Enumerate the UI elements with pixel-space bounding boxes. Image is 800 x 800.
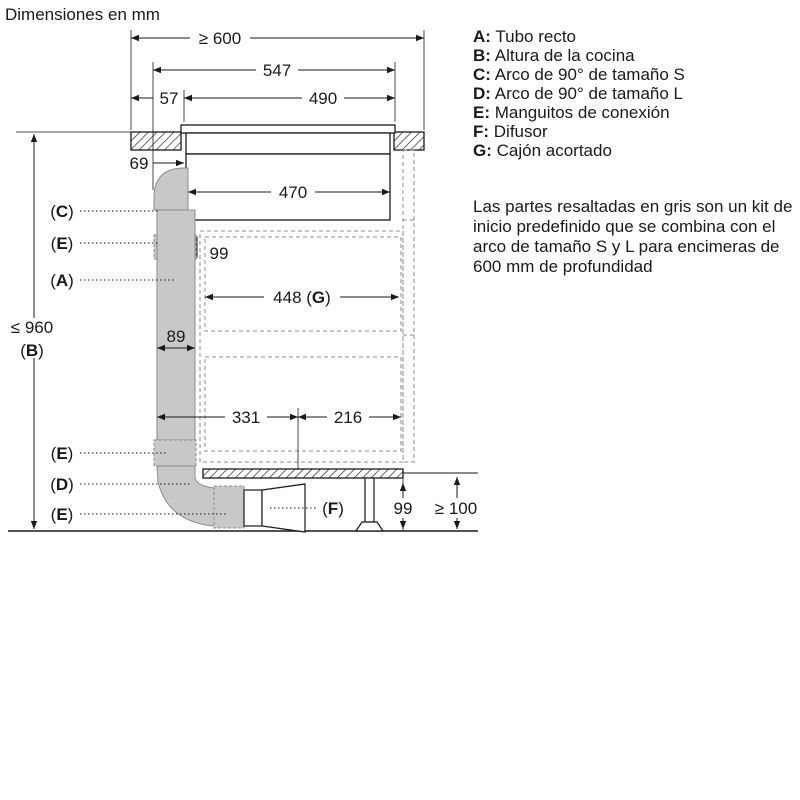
callout-f: (F) [322,499,344,518]
dim-99-sleeve: 99 [209,244,229,263]
dim-99-plinth: 99 [393,499,413,518]
callout-e-lower: (E) [50,505,74,524]
dim-448: 448 (G) [273,288,331,307]
diagram-title: Dimensiones en mm [5,5,160,24]
dim-69: 69 [129,154,149,173]
connector-sleeve-lower [214,486,244,528]
legend-item-g: G: Cajón acortado [473,141,612,160]
callout-a: (A) [50,271,74,290]
plinth [203,469,403,478]
callout-e-middle: (E) [50,444,74,463]
legend-item-f: F: Difusor [473,122,548,141]
legend-item-c: C: Arco de 90° de tamaño S [473,65,685,84]
cabinet-foot [356,478,383,531]
dim-216: 216 [333,408,363,427]
dim-490: 490 [308,89,338,108]
worktop-left [131,132,181,150]
callout-b: (B) [20,341,44,360]
legend-item-b: B: Altura de la cocina [473,46,635,65]
bend-90-small [154,168,188,210]
dim-470: 470 [278,183,308,202]
cooktop-glass [181,125,395,133]
legend-item-d: D: Arco de 90° de tamaño L [473,84,684,103]
dim-57: 57 [159,89,179,108]
dim-331: 331 [231,408,261,427]
dim-600: ≥ 600 [198,29,242,48]
dim-960: ≤ 960 [10,318,54,337]
callout-e-upper: (E) [50,234,74,253]
callout-c: (C) [50,202,74,221]
callout-d: (D) [50,475,74,494]
legend-item-e: E: Manguitos de conexión [473,103,670,122]
drawer-shortened [205,237,401,331]
dim-547: 547 [262,61,292,80]
cooktop-body [186,133,390,154]
drawer-lower [205,357,401,451]
dim-100: ≥ 100 [434,499,478,518]
kit-note: Las partes resaltadas en gris son un kit de inicio predefinido que se combina con el arco de tamaño S y L para encimeras de 600 mm de profundidad [473,197,793,276]
dim-89: 89 [166,327,186,346]
worktop-right [394,132,424,150]
legend-item-a: A: Tubo recto [473,27,577,46]
straight-duct [157,210,195,440]
